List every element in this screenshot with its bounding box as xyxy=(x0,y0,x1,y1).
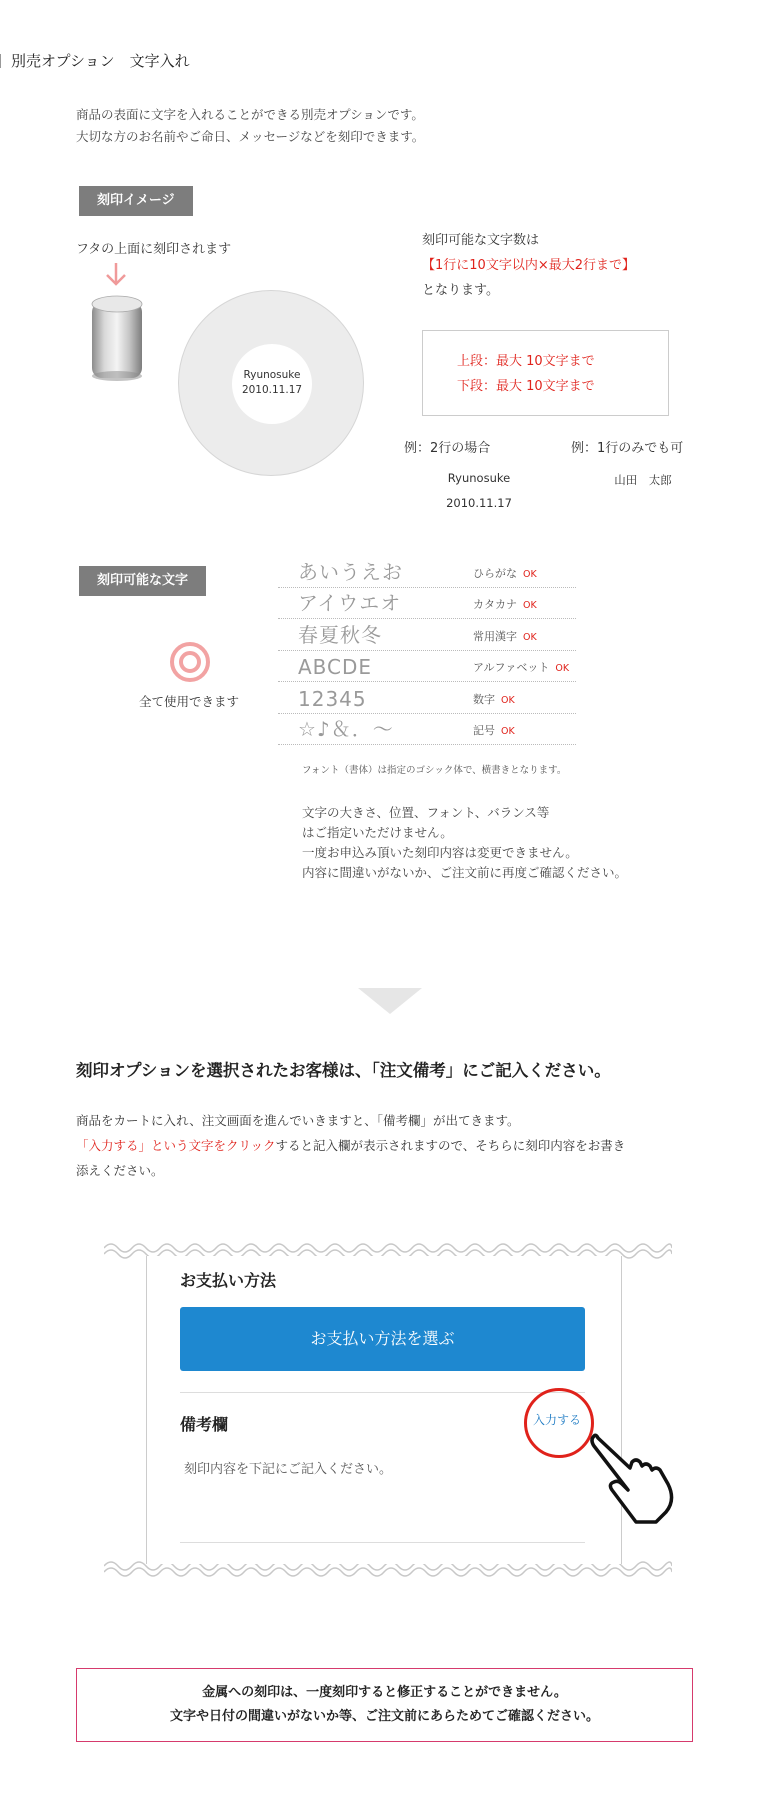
char-sample: ABCDE xyxy=(298,655,373,679)
all-ok-text: 全て使用できます xyxy=(139,694,240,709)
memo-placeholder-text: 刻印内容を下記にご記入ください。 xyxy=(184,1462,393,1477)
engrave-preview-donut xyxy=(178,290,364,476)
payment-method-title: お支払い方法 xyxy=(180,1271,277,1290)
char-row xyxy=(278,588,576,620)
char-status: OK xyxy=(523,631,537,643)
warning-line-1: 金属への刻印は、一度刻印すると修正することができません。 xyxy=(202,1685,567,1700)
order-desc-line-3: 添えください。 xyxy=(76,1163,164,1178)
checkout-screenshot xyxy=(104,1234,672,1586)
example-one-values xyxy=(598,468,688,493)
upper-limit: 上段：最大 10文字まで xyxy=(457,354,595,369)
note-line-3: 一度お申込み頂いた刻印内容は変更できません。 xyxy=(302,845,578,860)
char-kind xyxy=(473,596,537,612)
char-sample: 春夏秋冬 xyxy=(298,622,382,647)
engrave-preview-center xyxy=(232,344,312,424)
example-one-line-1: 山田 太郎 xyxy=(614,473,672,487)
char-sample: あいうえお xyxy=(298,559,403,584)
preview-line-1: Ryunosuke xyxy=(243,369,301,381)
char-row xyxy=(278,714,576,746)
separator xyxy=(180,1392,585,1393)
capacity-text xyxy=(422,228,635,303)
char-row xyxy=(278,619,576,651)
pointing-hand-icon xyxy=(590,1424,680,1524)
char-kind xyxy=(473,722,515,738)
page-title-text: 別売オプション 文字入れ xyxy=(11,52,190,70)
intro-line-2: 大切な方のお名前やご命日、メッセージなどを刻印できます。 xyxy=(76,129,425,144)
note-line-1: 文字の大きさ、位置、フォント、バランス等 xyxy=(302,805,550,820)
order-desc-line-2 xyxy=(76,1133,696,1158)
intro-line-1: 商品の表面に文字を入れることができる別売オプションです。 xyxy=(76,107,424,122)
choose-payment-button[interactable]: お支払い方法を選ぶ xyxy=(180,1307,585,1371)
character-table xyxy=(278,556,576,745)
intro-text xyxy=(76,104,424,148)
char-kind-label: 常用漢字 xyxy=(473,629,517,643)
example-two-head: 例：2行の場合 xyxy=(404,441,491,456)
lid-illustration xyxy=(88,292,146,382)
limit-box xyxy=(422,330,669,416)
note-line-4: 内容に間違いがないか、ご注文前に再度ご確認ください。 xyxy=(302,865,628,880)
char-sample: アイウエオ xyxy=(298,591,402,615)
font-note: フォント（書体）は指定のゴシック体で、横書きとなります。 xyxy=(302,765,567,776)
char-kind-label: 数字 xyxy=(473,692,495,706)
lower-limit: 下段：最大 10文字まで xyxy=(457,379,595,394)
example-two-line-1: Ryunosuke xyxy=(447,471,511,485)
char-sample: 12345 xyxy=(298,686,367,711)
double-circle-icon xyxy=(168,640,212,684)
capacity-line-2: 【1行に10文字以内×最大2行まで】 xyxy=(422,258,635,273)
order-heading: 刻印オプションを選択されたお客様は、「注文備考」にご記入ください。 xyxy=(76,1061,611,1080)
title-bar-decoration xyxy=(0,54,1,68)
note-line-2: はご指定いただけません。 xyxy=(302,825,453,840)
warning-box xyxy=(76,1668,693,1742)
char-kind xyxy=(473,565,537,581)
page-title xyxy=(0,50,190,71)
order-desc-red: 「入力する」という文字をクリック xyxy=(76,1138,276,1153)
engrave-notes xyxy=(302,803,627,883)
warning-line-2: 文字や日付の間違いがないか等、ご注文前にあらためてご確認ください。 xyxy=(169,1709,599,1724)
char-sample: ☆♪＆．～ xyxy=(298,717,394,741)
capacity-line-1: 刻印可能な文字数は xyxy=(422,233,540,248)
order-desc-line-1: 商品をカートに入れ、注文画面を進んでいきますと、「備考欄」が出てきます。 xyxy=(76,1113,520,1128)
char-kind-label: カタカナ xyxy=(473,598,517,611)
engrave-image-label: 刻印イメージ xyxy=(79,186,193,216)
order-description xyxy=(76,1108,696,1183)
engrave-location-text: フタの上面に刻印されます xyxy=(76,242,232,257)
triangle-down-icon xyxy=(358,988,422,1014)
example-two-line-2: 2010.11.17 xyxy=(446,496,512,510)
preview-line-2: 2010.11.17 xyxy=(241,384,303,396)
char-status: OK xyxy=(555,663,570,674)
char-kind-label: ひらがな xyxy=(473,566,517,580)
char-kind xyxy=(473,628,537,644)
char-status: OK xyxy=(523,600,537,611)
char-status: OK xyxy=(523,568,537,580)
char-status: OK xyxy=(501,694,515,706)
char-row xyxy=(278,556,576,588)
char-row xyxy=(278,651,576,683)
memo-title: 備考欄 xyxy=(180,1415,229,1434)
char-kind xyxy=(473,691,515,707)
characters-label: 刻印可能な文字 xyxy=(79,566,206,596)
char-status: OK xyxy=(501,726,515,737)
char-kind-label: アルファベット xyxy=(473,661,550,674)
order-desc-rest: すると記入欄が表示されますので、そちらに刻印内容をお書き xyxy=(275,1138,626,1153)
separator xyxy=(180,1542,585,1543)
example-two-values xyxy=(420,466,538,516)
input-link[interactable]: 入力する xyxy=(533,1413,582,1427)
char-kind-label: 記号 xyxy=(473,724,495,737)
down-arrow-icon xyxy=(104,262,128,288)
char-kind xyxy=(473,659,569,675)
example-one-head: 例：1行のみでも可 xyxy=(571,441,684,456)
capacity-line-3: となります。 xyxy=(422,283,499,298)
char-row xyxy=(278,682,576,714)
